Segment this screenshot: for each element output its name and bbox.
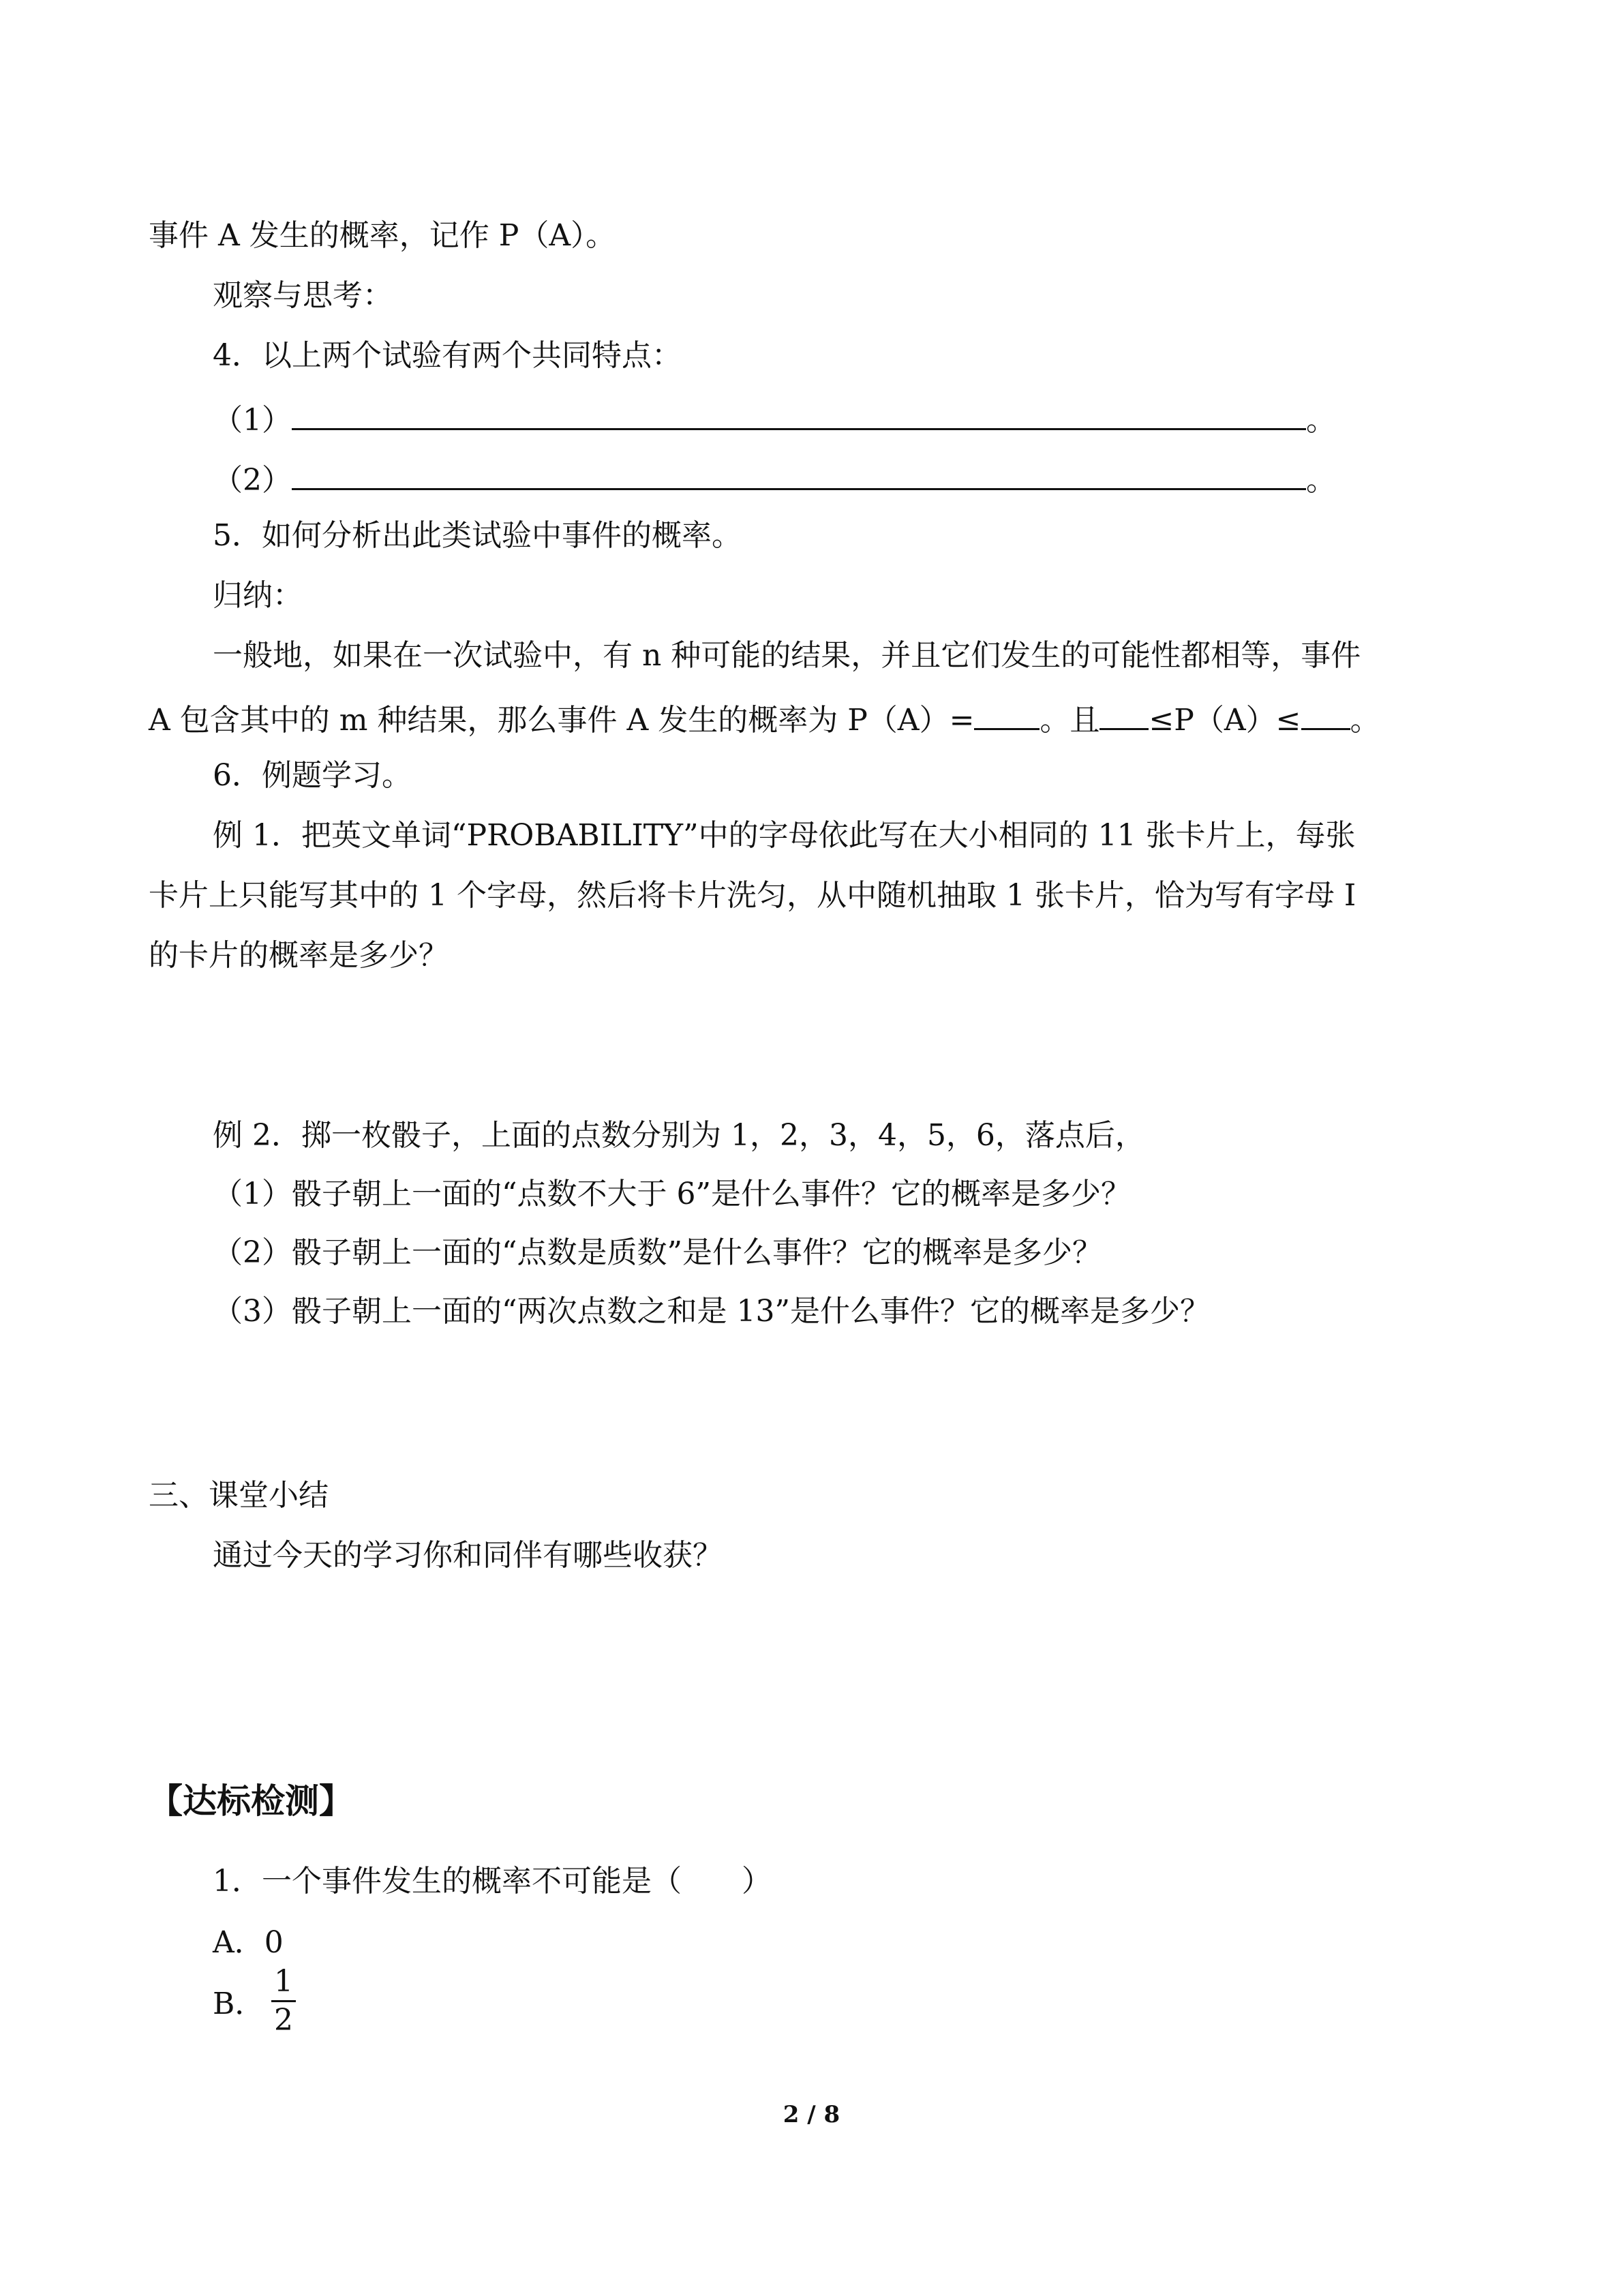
question-6: 6．例题学习。 bbox=[213, 758, 412, 793]
definition-part-c: ≤P（A）≤ bbox=[1149, 703, 1301, 738]
fraction-numerator: 1 bbox=[274, 1964, 293, 1999]
fill-line-2-suffix: 。 bbox=[1306, 463, 1336, 498]
example-2-part-3: （3）骰子朝上一面的“两次点数之和是 13”是什么事件？它的概率是多少？ bbox=[213, 1294, 1210, 1329]
answer-blank-lower-bound[interactable] bbox=[1099, 695, 1149, 730]
text-definition-line-2 bbox=[149, 695, 1380, 741]
fill-line-1-prefix: （1） bbox=[213, 403, 292, 438]
assessment-question-1: 1．一个事件发生的概率不可能是（ ） bbox=[213, 1864, 772, 1899]
fill-line-2-prefix: （2） bbox=[213, 463, 292, 498]
fill-line-2 bbox=[213, 455, 1336, 501]
text-line-event-probability: 事件 A 发生的概率，记作 P（A）。 bbox=[149, 218, 616, 253]
fill-line-1-suffix: 。 bbox=[1306, 403, 1336, 438]
definition-part-b: 。且 bbox=[1040, 703, 1100, 738]
answer-blank-probability[interactable] bbox=[974, 695, 1040, 730]
fraction-denominator: 2 bbox=[274, 2003, 293, 2038]
text-summary-label: 归纳： bbox=[213, 578, 303, 613]
section-class-summary: 三、课堂小结 bbox=[149, 1478, 329, 1513]
option-b-label: B． bbox=[213, 1987, 265, 2021]
definition-part-a: A 包含其中的 m 种结果，那么事件 A 发生的概率为 P（A）= bbox=[149, 703, 975, 738]
example-1-line-1: 例 1．把英文单词“PROBABILITY”中的字母依此写在大小相同的 11 张卡片上，每张 bbox=[213, 818, 1356, 853]
example-1-line-2: 卡片上只能写其中的 1 个字母，然后将卡片洗匀，从中随机抽取 1 张卡片，恰为写有字母 I bbox=[149, 878, 1356, 913]
answer-blank-2[interactable] bbox=[292, 455, 1306, 490]
question-4: 4．以上两个试验有两个共同特点： bbox=[213, 338, 682, 373]
text-summary-question: 通过今天的学习你和同伴有哪些收获？ bbox=[213, 1538, 723, 1573]
fill-line-1 bbox=[213, 395, 1336, 441]
example-2-part-1: （1）骰子朝上一面的“点数不大于 6”是什么事件？它的概率是多少？ bbox=[213, 1177, 1131, 1211]
answer-blank-1[interactable] bbox=[292, 395, 1306, 430]
option-a: A．0 bbox=[213, 1925, 284, 1960]
text-observe-think: 观察与思考： bbox=[213, 278, 393, 313]
example-2-part-2: （2）骰子朝上一面的“点数是质数”是什么事件？它的概率是多少？ bbox=[213, 1235, 1102, 1270]
text-definition-line-1: 一般地，如果在一次试验中，有 n 种可能的结果，并且它们发生的可能性都相等，事件 bbox=[213, 638, 1361, 673]
option-b-fraction bbox=[271, 1965, 296, 2038]
question-5: 5．如何分析出此类试验中事件的概率。 bbox=[213, 518, 742, 553]
section-title-assessment: 【达标检测】 bbox=[149, 1781, 353, 1821]
definition-part-d: 。 bbox=[1350, 703, 1380, 738]
example-1-line-3: 的卡片的概率是多少？ bbox=[149, 938, 449, 973]
answer-blank-upper-bound[interactable] bbox=[1301, 695, 1350, 730]
fraction-bar bbox=[271, 2000, 296, 2002]
example-2-intro: 例 2．掷一枚骰子，上面的点数分别为 1，2，3，4，5，6，落点后， bbox=[213, 1118, 1145, 1153]
page-number: 2 / 8 bbox=[783, 2101, 840, 2128]
